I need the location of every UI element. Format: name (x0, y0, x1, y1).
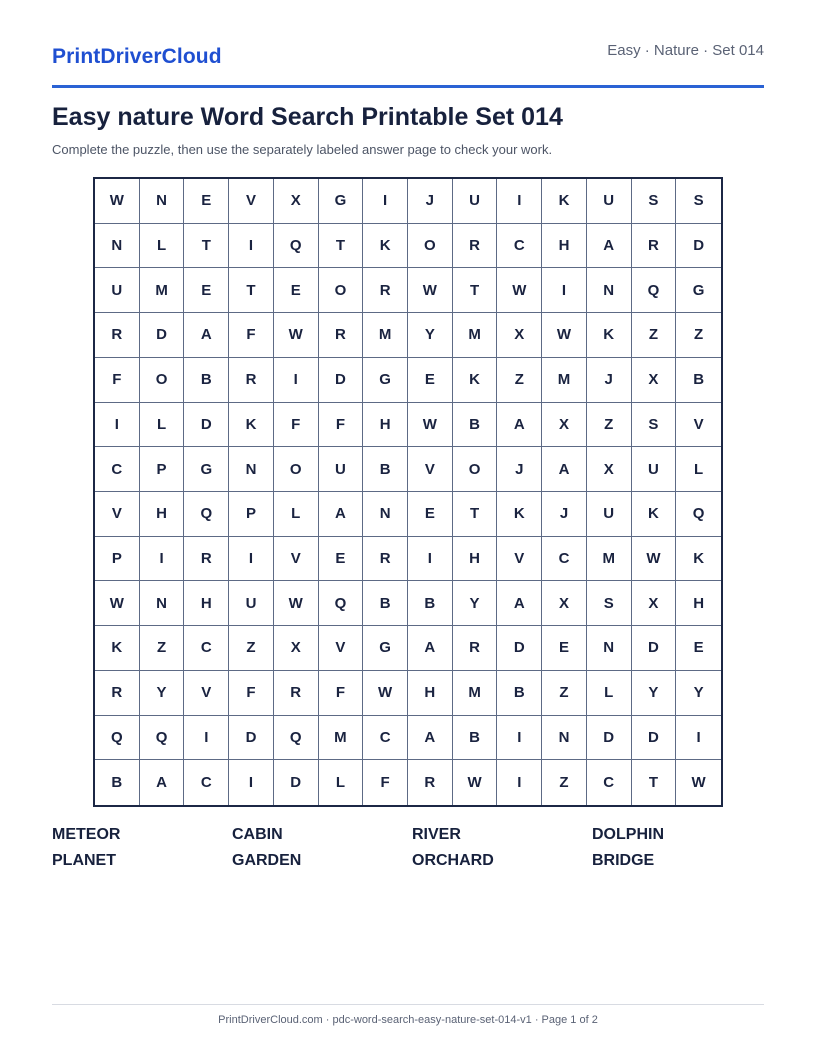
grid-cell: F (319, 671, 364, 716)
grid-cell: B (453, 403, 498, 448)
grid-cell: M (363, 313, 408, 358)
grid-cell: R (453, 224, 498, 269)
grid-cell: A (408, 716, 453, 761)
grid-cell: O (140, 358, 185, 403)
grid-cell: A (408, 626, 453, 671)
grid-cell: H (542, 224, 587, 269)
grid-cell: S (676, 179, 721, 224)
word-list (52, 825, 772, 870)
grid-cell: W (95, 581, 140, 626)
grid-cell: L (319, 760, 364, 805)
grid-cell: O (319, 268, 364, 313)
grid-cell: Z (542, 760, 587, 805)
grid-cell: K (453, 358, 498, 403)
grid-cell: S (632, 179, 677, 224)
grid-cell: R (274, 671, 319, 716)
grid-cell: I (95, 403, 140, 448)
grid-cell: D (140, 313, 185, 358)
grid-cell: H (184, 581, 229, 626)
grid-cell: E (274, 268, 319, 313)
grid-cell: B (95, 760, 140, 805)
grid-cell: N (542, 716, 587, 761)
grid-cell: R (229, 358, 274, 403)
grid-cell: R (632, 224, 677, 269)
grid-cell: Z (676, 313, 721, 358)
grid-cell: J (497, 447, 542, 492)
grid-cell: Z (497, 358, 542, 403)
grid-cell: Y (140, 671, 185, 716)
grid-cell: K (587, 313, 632, 358)
grid-cell: A (497, 403, 542, 448)
grid-cell: D (319, 358, 364, 403)
grid-cell: I (184, 716, 229, 761)
grid-cell: E (542, 626, 587, 671)
grid-cell: I (363, 179, 408, 224)
grid-cell: J (408, 179, 453, 224)
grid-cell: V (274, 537, 319, 582)
word-list-item: RIVER (412, 826, 461, 843)
grid-cell: T (319, 224, 364, 269)
grid-cell: R (408, 760, 453, 805)
grid-cell: I (676, 716, 721, 761)
grid-cell: Q (184, 492, 229, 537)
grid-cell: C (95, 447, 140, 492)
grid-cell: X (632, 358, 677, 403)
grid-cell: J (542, 492, 587, 537)
grid-cell: A (319, 492, 364, 537)
grid-cell: O (274, 447, 319, 492)
grid-cell: A (497, 581, 542, 626)
grid-cell: S (632, 403, 677, 448)
grid-cell: L (676, 447, 721, 492)
word-search-grid (93, 177, 723, 807)
grid-cell: C (587, 760, 632, 805)
grid-cell: U (587, 179, 632, 224)
grid-cell: T (453, 268, 498, 313)
grid-cell: B (408, 581, 453, 626)
brand-logo[interactable]: PrintDriverCloud (52, 45, 222, 68)
grid-cell: D (274, 760, 319, 805)
grid-cell: D (632, 626, 677, 671)
word-list-item: GARDEN (232, 852, 302, 869)
grid-cell: I (274, 358, 319, 403)
grid-cell: I (140, 537, 185, 582)
grid-cell: N (587, 268, 632, 313)
grid-cell: E (408, 358, 453, 403)
grid-cell: Y (453, 581, 498, 626)
grid-cell: Q (95, 716, 140, 761)
footer-divider (52, 1004, 764, 1005)
grid-cell: C (363, 716, 408, 761)
grid-cell: P (229, 492, 274, 537)
word-list-item: BRIDGE (592, 852, 655, 869)
grid-cell: O (408, 224, 453, 269)
grid-cell: Z (140, 626, 185, 671)
grid-cell: F (229, 313, 274, 358)
grid-cell: R (363, 268, 408, 313)
grid-cell: I (229, 224, 274, 269)
word-list-item: DOLPHIN (592, 826, 664, 843)
grid-cell: R (453, 626, 498, 671)
grid-cell: K (542, 179, 587, 224)
grid-cell: Y (632, 671, 677, 716)
grid-cell: V (184, 671, 229, 716)
grid-cell: K (363, 224, 408, 269)
grid-cell: Z (632, 313, 677, 358)
grid-cell: F (363, 760, 408, 805)
page-header (52, 36, 764, 88)
grid-cell: S (587, 581, 632, 626)
grid-cell: G (319, 179, 364, 224)
grid-cell: Q (140, 716, 185, 761)
grid-cell: R (95, 671, 140, 716)
grid-cell: H (140, 492, 185, 537)
grid-cell: A (140, 760, 185, 805)
grid-cell: D (587, 716, 632, 761)
grid-cell: M (542, 358, 587, 403)
grid-cell: G (363, 626, 408, 671)
grid-cell: W (632, 537, 677, 582)
grid-cell: N (140, 179, 185, 224)
page-footer: PrintDriverCloud.com · pdc-word-search-easy-nature-set-014-v1 · Page 1 of 2 (218, 1014, 598, 1026)
grid-cell: R (184, 537, 229, 582)
grid-cell: E (184, 179, 229, 224)
grid-cell: W (691, 774, 706, 792)
grid-cell: A (587, 224, 632, 269)
grid-cell: D (632, 716, 677, 761)
grid-cell: K (229, 403, 274, 448)
grid-cell: X (497, 313, 542, 358)
grid-cell: Y (408, 313, 453, 358)
grid-cell: H (408, 671, 453, 716)
grid-cell: M (587, 537, 632, 582)
grid-cell: Q (274, 224, 319, 269)
grid-cell: L (140, 403, 185, 448)
grid-cell: D (497, 626, 542, 671)
grid-cell: F (274, 403, 319, 448)
letter-grid (95, 179, 721, 805)
grid-cell: A (542, 447, 587, 492)
grid-cell: B (453, 716, 498, 761)
grid-cell: K (676, 537, 721, 582)
set-label: Easy · Nature · Set 014 (607, 42, 764, 59)
grid-cell: O (453, 447, 498, 492)
grid-cell: Z (542, 671, 587, 716)
grid-cell: I (408, 537, 453, 582)
grid-cell: Q (676, 492, 721, 537)
grid-cell: R (319, 313, 364, 358)
grid-cell: I (497, 716, 542, 761)
grid-cell: U (229, 581, 274, 626)
grid-cell: I (497, 760, 542, 805)
grid-cell: N (363, 492, 408, 537)
grid-cell: C (542, 537, 587, 582)
grid-cell: X (587, 447, 632, 492)
grid-cell: B (363, 447, 408, 492)
grid-cell: B (363, 581, 408, 626)
grid-cell: Z (587, 403, 632, 448)
grid-cell: K (497, 492, 542, 537)
word-list-item: ORCHARD (412, 852, 494, 869)
grid-cell: V (676, 403, 721, 448)
grid-cell: B (184, 358, 229, 403)
grid-cell: U (632, 447, 677, 492)
grid-cell: B (497, 671, 542, 716)
grid-cell: W (274, 313, 319, 358)
grid-cell: W (497, 268, 542, 313)
grid-cell: U (95, 268, 140, 313)
grid-cell: V (95, 492, 140, 537)
word-list-item: CABIN (232, 826, 283, 843)
grid-cell: K (632, 492, 677, 537)
grid-cell: T (184, 224, 229, 269)
grid-cell: Q (632, 268, 677, 313)
grid-cell: Y (676, 671, 721, 716)
grid-cell: R (95, 313, 140, 358)
word-list-item: METEOR (52, 826, 121, 843)
grid-cell: E (319, 537, 364, 582)
grid-cell: H (676, 581, 721, 626)
grid-cell: I (542, 268, 587, 313)
grid-cell: H (363, 403, 408, 448)
grid-cell: W (542, 313, 587, 358)
grid-cell: V (497, 537, 542, 582)
grid-cell: B (676, 358, 721, 403)
page-subtitle: Complete the puzzle, then use the separately labeled answer page to check your work. (52, 142, 553, 157)
grid-cell: X (274, 179, 319, 224)
grid-cell: M (453, 313, 498, 358)
grid-cell: M (319, 716, 364, 761)
grid-cell: W (453, 760, 498, 805)
grid-cell: W (95, 179, 140, 224)
grid-cell: F (229, 671, 274, 716)
grid-cell: U (587, 492, 632, 537)
grid-cell: C (184, 760, 229, 805)
grid-cell: W (408, 268, 453, 313)
grid-cell: U (319, 447, 364, 492)
grid-cell: D (676, 224, 721, 269)
grid-cell: P (95, 537, 140, 582)
grid-cell: X (542, 581, 587, 626)
grid-cell: Z (229, 626, 274, 671)
grid-cell: D (184, 403, 229, 448)
grid-cell: D (229, 716, 274, 761)
grid-cell: G (676, 268, 721, 313)
grid-cell: W (408, 403, 453, 448)
grid-cell: T (453, 492, 498, 537)
grid-cell: E (676, 626, 721, 671)
grid-cell: K (95, 626, 140, 671)
grid-cell: W (363, 671, 408, 716)
grid-cell: N (587, 626, 632, 671)
grid-cell: I (497, 179, 542, 224)
grid-cell: V (319, 626, 364, 671)
grid-cell: V (229, 179, 274, 224)
grid-cell: N (229, 447, 274, 492)
grid-cell: H (453, 537, 498, 582)
grid-cell: G (184, 447, 229, 492)
grid-cell: T (229, 268, 274, 313)
grid-cell: M (140, 268, 185, 313)
grid-cell: A (184, 313, 229, 358)
grid-cell: I (229, 760, 274, 805)
word-list-item: PLANET (52, 852, 116, 869)
grid-cell: X (274, 626, 319, 671)
grid-cell: E (184, 268, 229, 313)
grid-cell: X (632, 581, 677, 626)
grid-cell: Q (274, 716, 319, 761)
grid-cell: E (408, 492, 453, 537)
grid-cell: Q (319, 581, 364, 626)
grid-cell: L (274, 492, 319, 537)
grid-cell: F (95, 358, 140, 403)
grid-cell: G (363, 358, 408, 403)
grid-cell: M (453, 671, 498, 716)
grid-cell: T (632, 760, 677, 805)
grid-cell: P (140, 447, 185, 492)
grid-cell: N (95, 224, 140, 269)
grid-cell: N (140, 581, 185, 626)
grid-cell: C (497, 224, 542, 269)
grid-cell: L (140, 224, 185, 269)
grid-cell: W (274, 581, 319, 626)
grid-cell: I (229, 537, 274, 582)
grid-cell: J (587, 358, 632, 403)
grid-cell: X (542, 403, 587, 448)
grid-cell: L (587, 671, 632, 716)
grid-cell: V (408, 447, 453, 492)
grid-cell: R (363, 537, 408, 582)
grid-cell: U (453, 179, 498, 224)
grid-cell: C (184, 626, 229, 671)
page-title: Easy nature Word Search Printable Set 014 (52, 103, 563, 131)
grid-cell: F (319, 403, 364, 448)
